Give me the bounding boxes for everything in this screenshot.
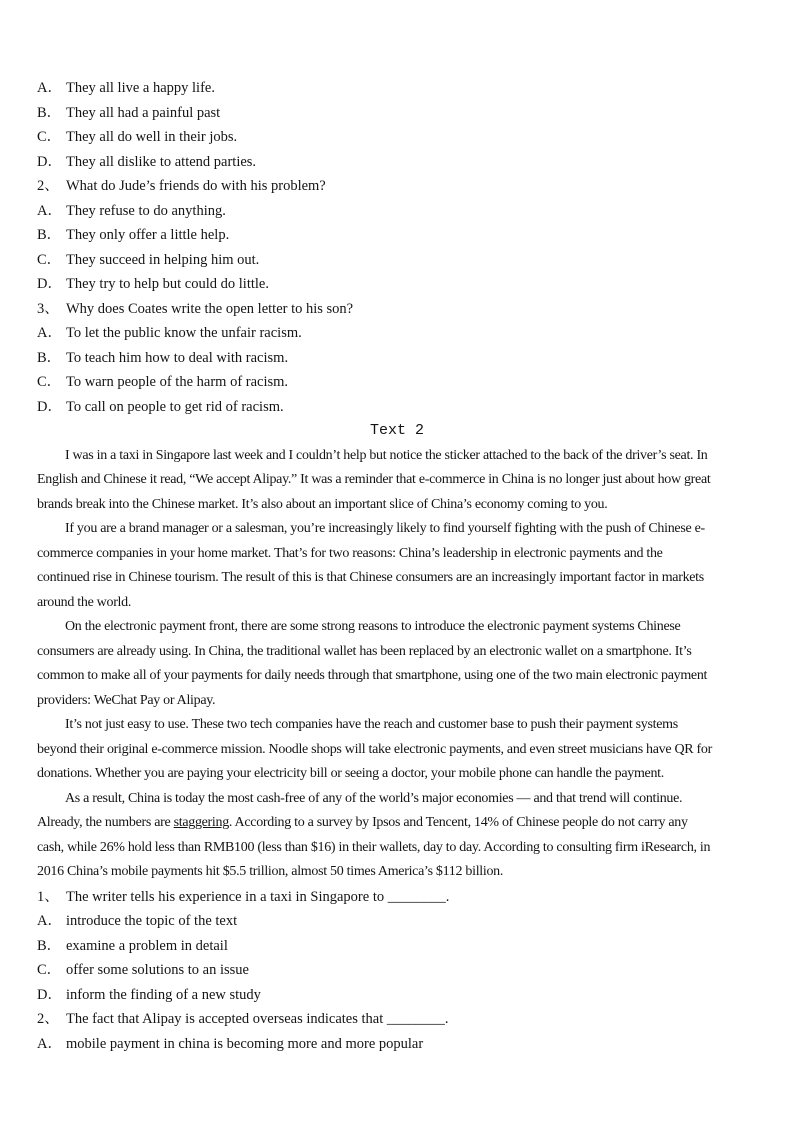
option-line <box>37 934 757 959</box>
passage-text: . According to a survey by Ipsos and Tencent, 14% of Chinese people do not carry any <box>228 815 688 830</box>
passage-text: brands break into the Chinese market. It’s also about an important slice of China’s economy coming to you. <box>37 496 608 512</box>
passage-text: beyond their original e-commerce mission. Noodle shops will take electronic payments, and even street musicians have QR for <box>37 741 712 757</box>
passage-text: English and Chinese it read, “We accept Alipay.” It was a reminder that e-commerce in China is no longer just about how great <box>37 472 711 487</box>
option-text: They succeed in helping him out. <box>66 251 260 268</box>
option-text: They all dislike to attend parties. <box>66 153 257 170</box>
underlined-term: staggering <box>173 815 229 830</box>
passage-line <box>37 493 757 518</box>
option-text: They refuse to do anything. <box>66 202 226 219</box>
option-letter: B． <box>37 349 62 366</box>
passage-line <box>37 689 757 714</box>
option-text: They all live a happy life. <box>66 80 215 96</box>
question-line <box>37 297 757 322</box>
passage-line <box>37 566 757 591</box>
passage-line <box>37 738 757 763</box>
passage-line <box>37 615 757 640</box>
option-letter: B． <box>37 227 62 243</box>
option-letter: A． <box>37 325 62 341</box>
question-text: Why does Coates write the open letter to his son? <box>66 300 354 317</box>
question-line <box>37 885 757 910</box>
option-text: introduce the topic of the text <box>66 913 238 929</box>
option-text: To let the public know the unfair racism. <box>66 325 302 341</box>
passage-line <box>37 762 757 787</box>
option-letter: D． <box>37 153 62 170</box>
option-letter: C． <box>37 962 62 978</box>
question-line <box>37 174 757 199</box>
question-number: 1、 <box>37 888 59 905</box>
option-line <box>37 272 757 297</box>
option-line <box>37 346 757 371</box>
option-letter: B． <box>37 104 62 121</box>
option-line <box>37 321 757 346</box>
option-text: To teach him how to deal with racism. <box>66 349 289 366</box>
option-line <box>37 76 757 101</box>
passage-paragraph <box>37 444 757 518</box>
question-text: The fact that Alipay is accepted overseas indicates that ________. <box>66 1011 449 1027</box>
option-letter: B． <box>37 937 62 954</box>
question-line <box>37 1007 757 1032</box>
question-text: What do Jude’s friends do with his problem? <box>66 178 326 194</box>
passage-line <box>37 542 757 567</box>
option-letter: A． <box>37 1035 62 1052</box>
option-line <box>37 983 757 1008</box>
passage-line <box>37 664 757 689</box>
passage-line <box>37 860 757 885</box>
passage-text: donations. Whether you are paying your electricity bill or seeing a doctor, your mobile phone can handle the payment. <box>37 766 664 781</box>
passage-text: As a result, China is today the most cash-free of any of the world’s major economies — and that trend will continue. <box>65 790 683 806</box>
passage-text: common to make all of your payments for daily needs through that smartphone, using one of the two main electronic payment <box>37 668 708 683</box>
passage-text: If you are a brand manager or a salesman, you’re increasingly likely to find yourself fighting with the push of Chinese e- <box>65 521 705 536</box>
reading-passage <box>37 444 757 885</box>
option-line <box>37 199 757 224</box>
passage-line <box>37 787 757 812</box>
option-text: offer some solutions to an issue <box>66 962 249 978</box>
page-title: Text 2 <box>369 422 424 439</box>
passage-text: continued rise in Chinese tourism. The result of this is that Chinese consumers are an increasingly important factor in markets <box>37 570 704 585</box>
passage-paragraph <box>37 615 757 713</box>
question-number: 2、 <box>37 178 59 194</box>
question-block-1 <box>37 76 757 419</box>
question-block-2 <box>37 885 757 1057</box>
passage-paragraph <box>37 787 757 885</box>
passage-text: 2016 China’s mobile payments hit $5.5 trillion, almost 50 times America’s $112 billion. <box>37 864 504 879</box>
option-text: To call on people to get rid of racism. <box>66 398 284 415</box>
option-line <box>37 909 757 934</box>
option-line <box>37 101 757 126</box>
question-number: 3、 <box>37 300 59 317</box>
passage-text: providers: WeChat Pay or Alipay. <box>37 692 216 708</box>
question-text: The writer tells his experience in a taxi in Singapore to ________. <box>66 888 450 905</box>
passage-text: Already, the numbers are <box>37 815 174 830</box>
passage-text: commerce companies in your home market. That’s for two reasons: China’s leadership in electronic payments and the <box>37 545 663 561</box>
passage-line <box>37 713 757 738</box>
passage-line <box>37 591 757 616</box>
option-line <box>37 370 757 395</box>
option-line <box>37 248 757 273</box>
option-line <box>37 223 757 248</box>
passage-line <box>37 811 757 836</box>
passage-paragraph <box>37 517 757 615</box>
option-letter: A． <box>37 202 62 219</box>
option-letter: D． <box>37 398 62 415</box>
option-letter: C． <box>37 251 62 268</box>
option-letter: A． <box>37 913 62 929</box>
option-line <box>37 150 757 175</box>
option-text: mobile payment in china is becoming more and more popular <box>66 1035 424 1052</box>
option-text: To warn people of the harm of racism. <box>66 374 289 390</box>
option-line <box>37 125 757 150</box>
option-text: They try to help but could do little. <box>66 276 269 292</box>
option-text: inform the finding of a new study <box>66 986 261 1003</box>
question-number: 2、 <box>37 1011 59 1027</box>
passage-line <box>37 640 757 665</box>
option-letter: D． <box>37 986 62 1003</box>
passage-text: I was in a taxi in Singapore last week and I couldn’t help but notice the sticker attached to the back of the driver’s seat. In <box>65 447 708 463</box>
option-line <box>37 395 757 420</box>
passage-text: around the world. <box>37 594 132 610</box>
option-letter: A． <box>37 80 62 96</box>
option-line <box>37 958 757 983</box>
passage-line <box>37 517 757 542</box>
passage-text: consumers are already using. In China, the traditional wallet has been replaced by an electronic wallet on a smartphone. It’s <box>37 643 692 659</box>
option-letter: C． <box>37 129 62 145</box>
option-text: They only offer a little help. <box>66 227 230 243</box>
passage-line <box>37 468 757 493</box>
option-text: examine a problem in detail <box>66 937 228 954</box>
option-letter: C． <box>37 374 62 390</box>
passage-paragraph <box>37 713 757 787</box>
option-text: They all had a painful past <box>66 104 221 121</box>
option-letter: D． <box>37 276 62 292</box>
passage-text: It’s not just easy to use. These two tech companies have the reach and customer base to push their payment systems <box>65 717 678 732</box>
option-line <box>37 1032 757 1057</box>
passage-text: On the electronic payment front, there are some strong reasons to introduce the electronic payment systems Chinese <box>65 619 681 634</box>
option-text: They all do well in their jobs. <box>66 129 238 145</box>
passage-line <box>37 836 757 861</box>
passage-text: cash, while 26% hold less than RMB100 (less than $16) in their wallets, day to day. According to consulting firm iResearch, in <box>37 839 711 855</box>
passage-line <box>37 444 757 469</box>
